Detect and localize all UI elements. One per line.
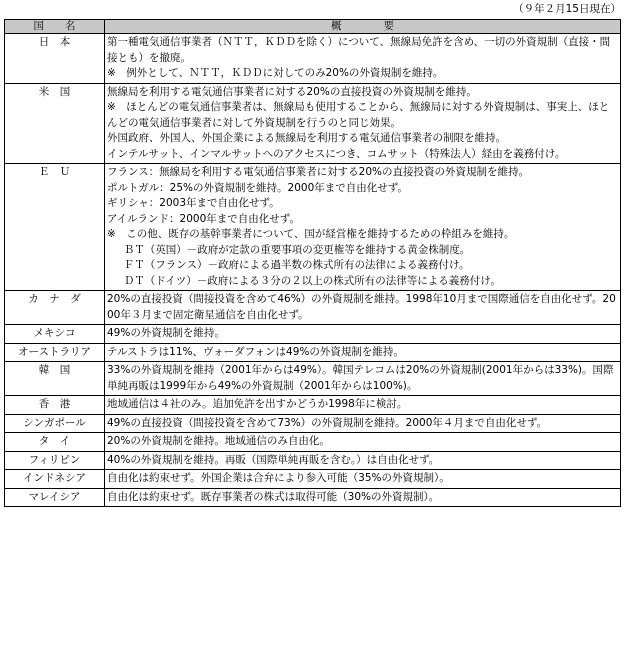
- country-cell: インドネシア: [5, 470, 105, 489]
- summary-line: フランス：無線局を利用する電気通信事業者に対する20%の直接投資の外資規制を維持。: [107, 166, 530, 178]
- summary-line: 外国政府、外国人、外国企業による無線局を利用する電気通信事業者の制限を維持。: [107, 132, 506, 144]
- summary-line: インテルサット、インマルサットへのアクセスにつき、コムサット（特殊法人）経由を義務付け。: [107, 147, 566, 160]
- summary-cell: [105, 343, 621, 362]
- summary-cell: [105, 325, 621, 344]
- summary-line: 第一種電気通信事業者（ＮＴＴ，ＫＤＤを除く）について、無線局免許を含め、一切の外資規制（直接・間接とも）を撤廃。: [107, 36, 611, 64]
- summary-line: 40%の外資規制を維持。再販（国際単純再販を含む。）は自由化せず。: [107, 453, 440, 466]
- summary-cell: [105, 470, 621, 489]
- header-summary: 概 要: [105, 20, 621, 34]
- summary-cell: [105, 83, 621, 164]
- summary-line: 自由化は約束せず。外国企業は合弁により参入可能（35%の外資規制）。: [107, 472, 450, 484]
- summary-line: テルストラは11%、ヴォーダフォンは49%の外資規制を維持。: [107, 345, 404, 358]
- country-cell: タ イ: [5, 433, 105, 452]
- summary-cell: [105, 488, 621, 507]
- regulation-table: [4, 19, 621, 507]
- country-cell: シンガポール: [5, 414, 105, 433]
- summary-cell: [105, 164, 621, 291]
- country-cell: 米 国: [5, 83, 105, 164]
- header-row: [5, 20, 621, 34]
- summary-line: 20%の直接投資（間接投資を含めて46%）の外資規制を維持。1998年10月まで国際通信を自由化せず。2000年３月まで固定衛星通信を自由化せず。: [107, 293, 616, 321]
- country-cell: Ｅ Ｕ: [5, 164, 105, 291]
- summary-cell: [105, 414, 621, 433]
- summary-line: 33%の外資規制を維持（2001年からは49%）。韓国テレコムは20%の外資規制(2001年からは33%)。国際単純再販は1999年から49%の外資規制（2001年からは100%)。: [107, 364, 614, 392]
- summary-line: ポルトガル：25%の外資規制を維持。2000年まで自由化せず。: [107, 181, 408, 194]
- summary-line: 地域通信は４社のみ。追加免許を出すかどうか1998年に検討。: [107, 398, 408, 410]
- summary-line: ギリシャ：2003年まで自由化せず。: [107, 197, 280, 209]
- summary-line: ※ 例外として、ＮＴＴ，ＫＤＤに対してのみ20%の外資規制を維持。: [107, 67, 444, 79]
- table-row: [5, 451, 621, 470]
- summary-cell: [105, 291, 621, 325]
- summary-line: ＦＴ（フランス）－政府による過半数の株式所有の法律による義務付け。: [123, 259, 470, 271]
- table-row: [5, 470, 621, 489]
- summary-cell: [105, 433, 621, 452]
- table-row: [5, 325, 621, 344]
- table-row: [5, 362, 621, 396]
- country-cell: マレイシア: [5, 488, 105, 507]
- table-row: [5, 164, 621, 291]
- country-cell: フィリピン: [5, 451, 105, 470]
- table-row: [5, 291, 621, 325]
- table-row: [5, 343, 621, 362]
- table-row: [5, 83, 621, 164]
- summary-line: アイルランド：2000年まで自由化せず。: [107, 212, 300, 225]
- summary-cell: [105, 34, 621, 84]
- table-row: [5, 34, 621, 84]
- summary-line: 自由化は約束せず。既存事業者の株式は取得可能（30%の外資規制）。: [107, 490, 440, 503]
- summary-line: ＤＴ（ドイツ）－政府による３分の２以上の株式所有の法律等による義務付け。: [123, 274, 501, 287]
- table-row: [5, 414, 621, 433]
- country-cell: 韓 国: [5, 362, 105, 396]
- table-row: [5, 433, 621, 452]
- summary-line: ※ ほとんどの電気通信事業者は、無線局も使用することから、無線局に対する外資規制は、事実上、ほとんどの電気通信事業者に対して外資規制を行うのと同じ効果。: [107, 101, 610, 129]
- summary-line: 20%の外資規制を維持。地域通信のみ自由化。: [107, 435, 330, 447]
- summary-line: ＢＴ（英国）－政府が定款の重要事項の変更権等を維持する黄金株制度。: [123, 243, 471, 256]
- summary-line: 無線局を利用する電気通信事業者に対する20%の直接投資の外資規制を維持。: [107, 85, 477, 98]
- country-cell: カ ナ ダ: [5, 291, 105, 325]
- summary-cell: [105, 362, 621, 396]
- country-cell: 日 本: [5, 34, 105, 84]
- summary-line: 49%の外資規制を維持。: [107, 327, 225, 339]
- date-note: （９年２月15日現在）: [513, 3, 621, 15]
- country-cell: オーストラリア: [5, 343, 105, 362]
- summary-cell: [105, 451, 621, 470]
- country-cell: 香 港: [5, 396, 105, 415]
- country-cell: メキシコ: [5, 325, 105, 344]
- table-row: [5, 396, 621, 415]
- summary-line: ※ この他、既存の基幹事業者について、国が経営権を維持するための枠組みを維持。: [107, 228, 515, 240]
- table-row: [5, 488, 621, 507]
- summary-line: 49%の直接投資（間接投資を含めて73%）の外資規制を維持。2000年４月まで自由化せず。: [107, 416, 548, 429]
- header-country: 国 名: [5, 20, 105, 34]
- summary-cell: [105, 396, 621, 415]
